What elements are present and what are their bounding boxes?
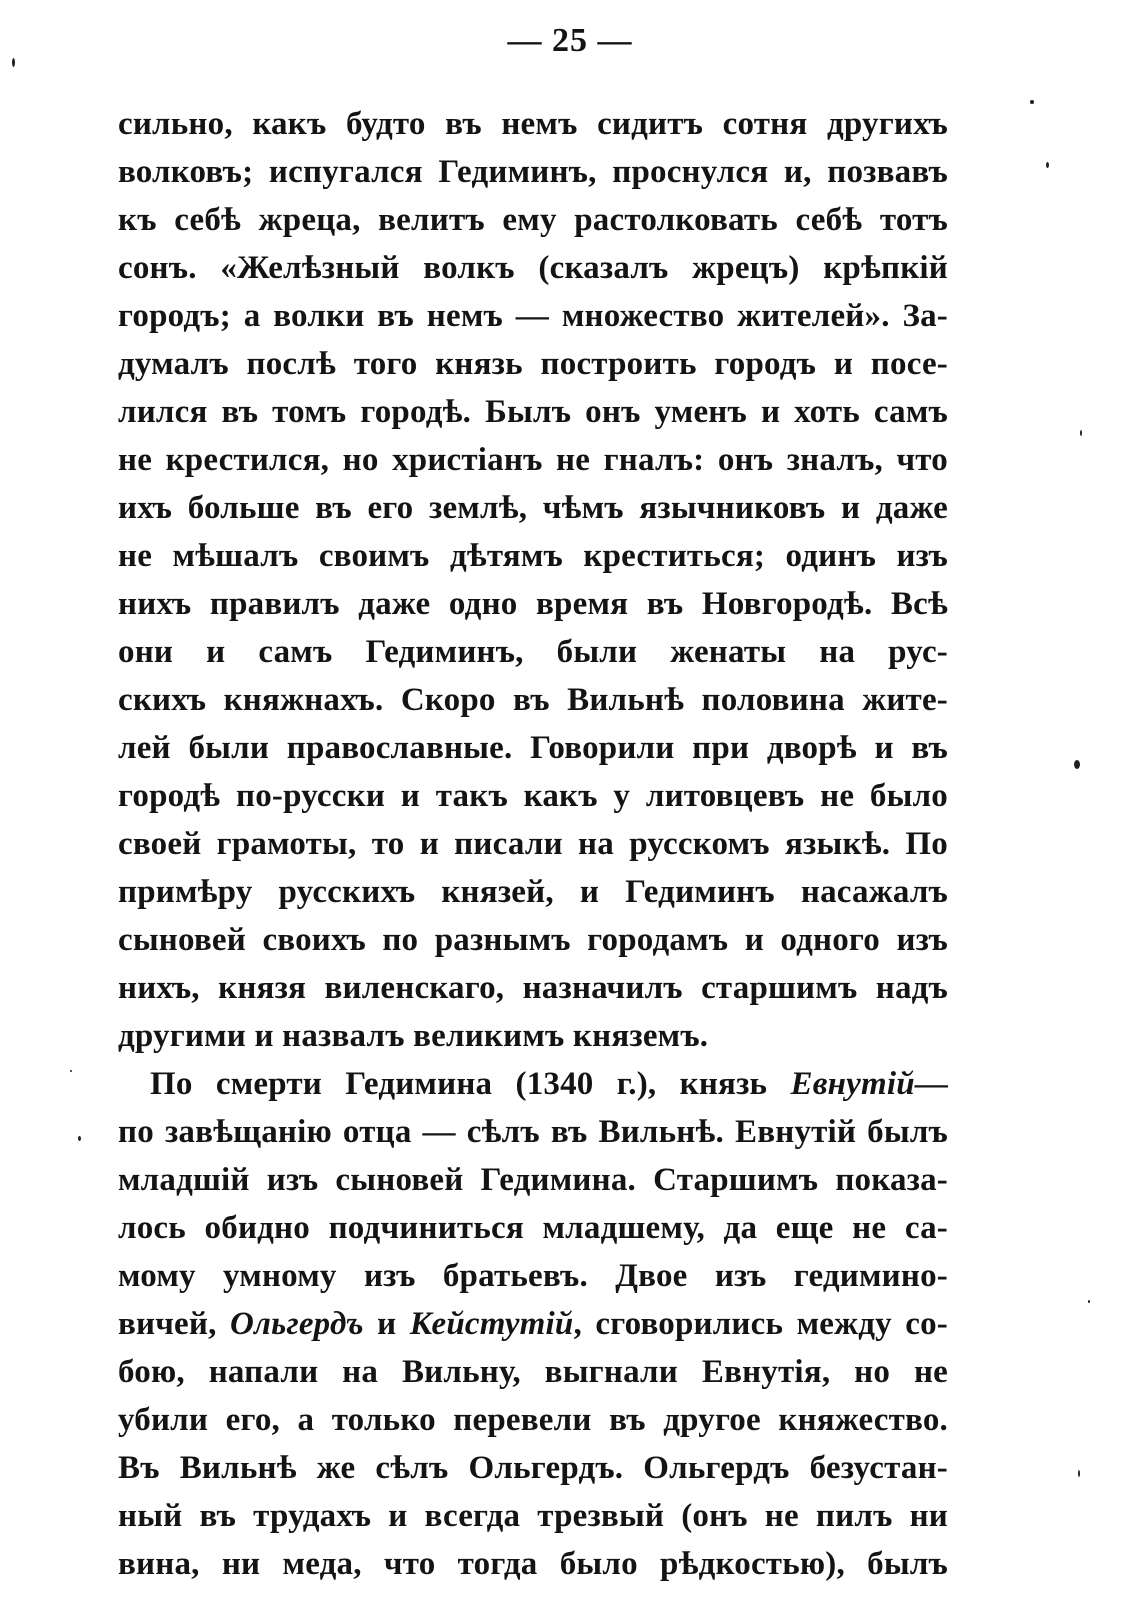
scan-speck xyxy=(12,58,15,67)
scan-speck xyxy=(1074,760,1080,769)
text-line: нихъ правилъ даже одно время въ Новгородѣ. Всѣ xyxy=(118,586,948,622)
scan-speck xyxy=(1088,1300,1090,1303)
text-line: Въ Вильнѣ же сѣлъ Ольгердъ. Ольгердъ безустан- xyxy=(118,1450,948,1486)
text-line: думалъ послѣ того князь построить городъ и посе- xyxy=(118,346,948,382)
text-line xyxy=(118,1060,948,1108)
text-line: сильно, какъ будто въ немъ сидитъ сотня другихъ xyxy=(118,106,948,142)
scan-speck xyxy=(1046,162,1049,168)
text-line: скихъ княжнахъ. Скоро въ Вильнѣ половина жите- xyxy=(118,682,948,718)
text-line: они и самъ Гедиминъ, были женаты на рус- xyxy=(118,634,948,670)
text-line: къ себѣ жреца, велитъ ему растолковать себѣ тотъ xyxy=(118,202,948,238)
text-line: нихъ, князя виленскаго, назначилъ старшимъ надъ xyxy=(118,970,948,1006)
page-number: — 25 — xyxy=(507,22,633,59)
text-fragment: и xyxy=(363,1306,410,1342)
text-line: волковъ; испугался Гедиминъ, проснулся и, позвавъ xyxy=(118,154,948,190)
text-line: младшій изъ сыновей Гедимина. Старшимъ показа- xyxy=(118,1162,948,1198)
text-line: ихъ больше въ его землѣ, чѣмъ язычниковъ и даже xyxy=(118,490,948,526)
scan-speck xyxy=(70,1070,72,1072)
text-fragment: , сговорились между со- xyxy=(573,1306,948,1342)
text-fragment: — xyxy=(914,1066,948,1102)
italic-name-olgerd: Ольгердъ xyxy=(230,1306,364,1342)
text-line: своей грамоты, то и писали на русскомъ языкѣ. По xyxy=(118,826,948,862)
text-line: не мѣшалъ своимъ дѣтямъ креститься; одинъ изъ xyxy=(118,538,948,574)
text-fragment: По смерти Гедимина (1340 г.), князь xyxy=(150,1066,791,1102)
paragraph-2 xyxy=(118,1060,948,1588)
scan-speck xyxy=(1080,430,1082,436)
paragraph-1 xyxy=(118,100,948,1060)
text-line xyxy=(118,1300,948,1348)
scan-speck xyxy=(1030,100,1034,104)
scan-speck xyxy=(1078,1470,1080,1477)
text-line: убили его, а только перевели въ другое княжество. xyxy=(118,1402,948,1438)
italic-name-keystutiy: Кейстутій xyxy=(409,1306,574,1342)
text-line: лей были православные. Говорили при дворѣ и въ xyxy=(118,730,948,766)
text-line: другими и назвалъ великимъ княземъ. xyxy=(118,1018,709,1054)
text-line: по завѣщанію отца — сѣлъ въ Вильнѣ. Евнутій былъ xyxy=(118,1114,948,1150)
text-line: бою, напали на Вильну, выгнали Евнутія, но не xyxy=(118,1354,948,1390)
text-line: мому умному изъ братьевъ. Двое изъ гедимино- xyxy=(118,1258,948,1294)
text-line: вина, ни меда, что тогда было рѣдкостью), былъ xyxy=(118,1546,948,1582)
text-line: сыновей своихъ по разнымъ городамъ и одного изъ xyxy=(118,922,948,958)
text-line: сонъ. «Желѣзный волкъ (сказалъ жрецъ) крѣпкій xyxy=(118,250,948,286)
italic-name-evnutiy: Евнутій xyxy=(790,1066,915,1102)
text-line: примѣру русскихъ князей, и Гедиминъ насажалъ xyxy=(118,874,948,910)
body-text xyxy=(118,100,948,1588)
scan-speck xyxy=(78,1136,81,1141)
text-line: лось обидно подчиниться младшему, да еще не са- xyxy=(118,1210,948,1246)
text-line: лился въ томъ городѣ. Былъ онъ уменъ и хоть самъ xyxy=(118,394,948,430)
text-line: ный въ трудахъ и всегда трезвый (онъ не пилъ ни xyxy=(118,1498,948,1534)
text-line: не крестился, но христіанъ не гналъ: онъ зналъ, что xyxy=(118,442,948,478)
text-fragment: вичей, xyxy=(118,1306,230,1342)
text-line: городѣ по-русски и такъ какъ у литовцевъ не было xyxy=(118,778,948,814)
text-line: городъ; а волки въ немъ — множество жителей». За- xyxy=(118,298,948,334)
